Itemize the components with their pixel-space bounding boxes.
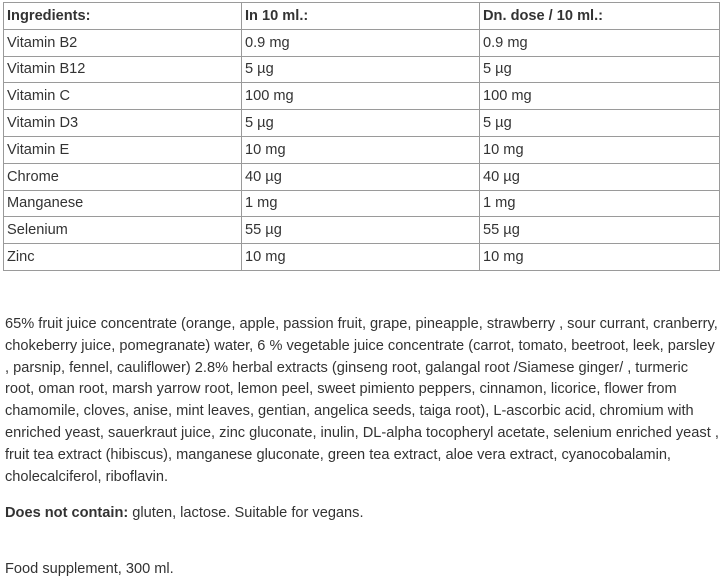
amount-in-10ml: 100 mg	[242, 83, 480, 110]
daily-dose: 40 µg	[480, 163, 720, 190]
table-row	[4, 217, 720, 244]
table-row	[4, 190, 720, 217]
daily-dose: 1 mg	[480, 190, 720, 217]
amount-in-10ml: 1 mg	[242, 190, 480, 217]
ingredient-name: Manganese	[4, 190, 242, 217]
daily-dose: 10 mg	[480, 136, 720, 163]
daily-dose: 5 µg	[480, 110, 720, 137]
amount-in-10ml: 0.9 mg	[242, 29, 480, 56]
amount-in-10ml: 55 µg	[242, 217, 480, 244]
header-daily-dose: Dn. dose / 10 ml.:	[480, 3, 720, 30]
daily-dose: 100 mg	[480, 83, 720, 110]
ingredient-name: Vitamin B2	[4, 29, 242, 56]
header-in-10ml: In 10 ml.:	[242, 3, 480, 30]
composition-text: 65% fruit juice concentrate (orange, apple, passion fruit, grape, pineapple, strawberry , sour currant, cranberry, chokeberry juice, pomegranate) water, 6 % vegetable juice concentrate (carrot, tomato, beetroot, leek, parsley , parsnip, fennel, cauliflower) 2.8% herbal extracts (ginseng root, galangal root /Siamese ginger/ , turmeric root, oman root, marsh yarrow root, lemon peel, sweet pimiento peppers, cinnamon, licorice, flower from chamomile, cloves, anise, mint leaves, gentian, angelica seeds, taiga root), L-ascorbic acid, chromium with enriched yeast, sauerkraut juice, zinc gluconate, inulin, DL-alpha tocopheryl acetate, selenium enriched yeast , fruit tea extract (hibiscus), manganese gluconate, green tea extract, aloe vera extract, cyanocobalamin, cholecalciferol, riboflavin.	[5, 316, 719, 485]
amount-in-10ml: 5 µg	[242, 56, 480, 83]
amount-in-10ml: 40 µg	[242, 163, 480, 190]
ingredient-name: Vitamin C	[4, 83, 242, 110]
table-row	[4, 163, 720, 190]
amount-in-10ml: 5 µg	[242, 110, 480, 137]
supplement-note: Food supplement, 300 ml.	[5, 561, 174, 577]
table-row	[4, 83, 720, 110]
does-not-contain-text: gluten, lactose. Suitable for vegans.	[128, 505, 364, 521]
ingredient-name: Chrome	[4, 163, 242, 190]
table-row	[4, 244, 720, 271]
ingredient-name: Vitamin B12	[4, 56, 242, 83]
daily-dose: 0.9 mg	[480, 29, 720, 56]
amount-in-10ml: 10 mg	[242, 136, 480, 163]
table-row	[4, 110, 720, 137]
table-row	[4, 56, 720, 83]
ingredient-name: Vitamin D3	[4, 110, 242, 137]
table-header-row	[4, 3, 720, 30]
nutrition-table	[3, 2, 720, 271]
daily-dose: 5 µg	[480, 56, 720, 83]
table-row	[4, 29, 720, 56]
does-not-contain-label: Does not contain:	[5, 505, 129, 521]
allergen-statement	[5, 503, 721, 523]
ingredient-name: Vitamin E	[4, 136, 242, 163]
ingredient-name: Selenium	[4, 217, 242, 244]
daily-dose: 10 mg	[480, 244, 720, 271]
header-ingredients: Ingredients:	[4, 3, 242, 30]
table-row	[4, 136, 720, 163]
amount-in-10ml: 10 mg	[242, 244, 480, 271]
ingredient-name: Zinc	[4, 244, 242, 271]
daily-dose: 55 µg	[480, 217, 720, 244]
